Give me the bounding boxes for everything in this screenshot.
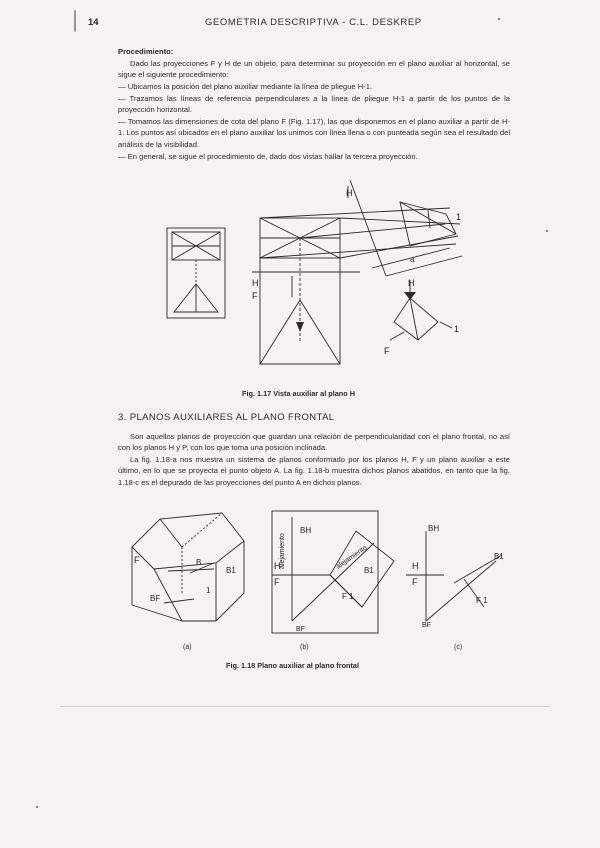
page-header [0,17,600,31]
fig118b-label-h: H [274,561,281,571]
fig117-aux-view [400,202,456,246]
fig118-sub-b: (b) [300,644,309,651]
fig118b-label-b1: B1 [364,566,374,575]
fig118-sub-a: (a) [183,644,192,651]
section-3-para-1: Son aquellos planos de proyección que guardan una relación de perpendicularidad con el plano frontal, no así con los planos H y P, con los que toma una posición inclinada. [118,432,510,453]
fig117-label-h-top: H [346,188,353,198]
figure-1-18-caption: Fig. 1.18 Plano auxiliar al plano frontal [226,661,359,670]
scan-speck [36,806,38,808]
fig118b-label-f: F [274,577,280,587]
scan-speck [498,18,500,20]
running-head: GEOMETRIA DESCRIPTIVA - C.L. DESKREP [205,17,422,28]
fig118c-label-h: H [412,561,419,571]
fig118a-label-b: B [196,558,202,567]
figure-1-17-caption: Fig. 1.17 Vista auxiliar al plano H [242,389,356,398]
procedure-step-2: — Trazamos las líneas de referencia perpendiculares a la línea de pliegue H-1 a partir de los puntos de la proyección horizontal. [118,94,510,115]
page-number: 14 [88,17,99,28]
procedure-heading: Procedimiento: [118,47,174,56]
fig118c-drawing [406,531,502,621]
fig117-label-h-left: H [252,278,259,288]
fig118b-label-alejamiento-d: alejamiento [335,544,369,571]
fig117-label-f-left: F [252,291,258,301]
fig118b-label-f1: F 1 [342,592,354,601]
scan-mark [74,10,76,32]
fig117-label-f-pyr: F [384,346,390,356]
fig118c-label-b1: B1 [494,552,504,561]
fig117-label-h-pyr: H [408,278,415,288]
fig118a-label-f: F [134,555,140,565]
scan-speck [546,230,548,232]
section-3-para-2: La fig. 1.18-a nos muestra un sistema de planos conformado por los planos H, F y un plano auxiliar a este último, en lo que se proyecta el punto objeto A. La fig. 1.18-b muestra dichos planos abatidos, en tanto que la fig. 1.18-c es el depurado de las proyecciones del punto A en dichos planos. [118,455,510,487]
figure-1-18 [124,503,524,653]
fig118b-label-bh: BH [300,526,312,535]
fig118c-label-f: F [412,577,418,587]
figure-1-17 [160,172,470,382]
fig118-sub-c: (c) [454,644,463,651]
procedure-step-4: — En general, se sigue el procedimiento de, dado dos vistas hallar la tercera proyección. [118,152,418,161]
fig118a-label-b1: B1 [226,566,236,575]
fig117-label-one: 1 [456,212,462,222]
fig117-label-a: a [410,255,415,264]
fig118c-label-bh: BH [428,524,440,533]
fig118b-label-bf: BF [296,626,305,633]
procedure-intro: Dado las proyecciones F y H de un objeto, para determinar su proyección en el plano auxiliar al horizontal, se sigue el siguiente procedimiento: [118,59,510,80]
page-bottom-rule [60,706,550,707]
procedure-step-1: — Ubicamos la posición del plano auxiliar mediante la línea de pliegue H-1. [118,82,373,91]
section-3-title: 3. PLANOS AUXILIARES AL PLANO FRONTAL [118,412,335,423]
fig117-fold-line-h1 [350,180,386,276]
procedure-step-3: — Tomamos las dimensiones de cota del plano F (Fig. 1.17), las que disponemos en el plano auxiliar a partir de H-1. Los puntos así ubicados en el plano auxiliar los unimos con línea llena o con punteada según sea el resultado del análisis de la visibilidad. [118,117,510,149]
fig118a-label-one: 1 [206,586,211,595]
fig118c-label-f1: F 1 [476,596,488,605]
fig118b-label-alejamiento-v: alejamiento [279,533,286,569]
fig118c-label-bf: BF [422,622,431,629]
fig118a-label-bf: BF [150,594,161,603]
fig117-label-one-pyr: 1 [454,324,460,334]
fig118b-drawing [272,511,394,633]
